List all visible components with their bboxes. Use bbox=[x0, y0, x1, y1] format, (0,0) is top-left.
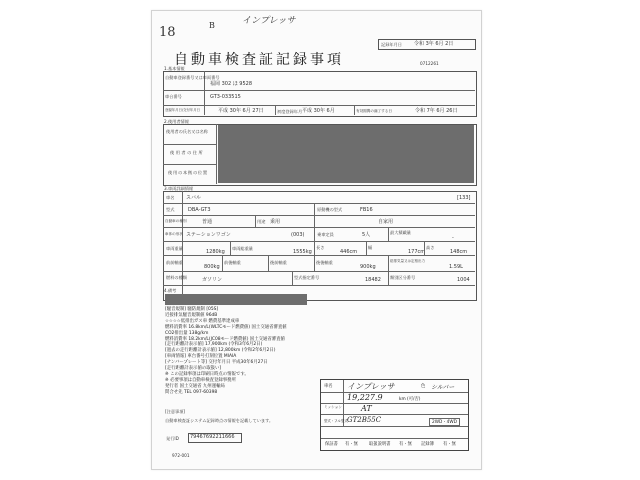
expiry-label: 有効期間の満了する日 bbox=[356, 109, 392, 113]
note-line: [走行距離計表示値] 17,900km (令和3年6月2日) bbox=[165, 342, 263, 348]
rr-axle-label: 後後軸重 bbox=[316, 260, 333, 265]
maker-value: スバル bbox=[186, 195, 202, 201]
caution-text: 自動車検査証システム記録時点の情報を記載しています。 bbox=[165, 418, 274, 423]
stamp-model-label: 型式・フル型式 bbox=[324, 419, 348, 423]
note-line: 燃料消費率 18.2km/L(JC08モード燃費値) 国土交通省審査値 bbox=[165, 336, 285, 342]
note-line: ※ 必要事項は自動車検査登録事務所 bbox=[165, 377, 236, 383]
height-value: 148cm bbox=[450, 249, 468, 255]
stamp-color-label: 色 bbox=[421, 384, 426, 389]
model-label: 型式 bbox=[166, 207, 175, 212]
weight-label: 車両重量 bbox=[166, 246, 183, 251]
plate-value: 福岡 302 ほ 9528 bbox=[210, 81, 253, 87]
length-value: 446cm bbox=[340, 249, 358, 255]
vin-label: 車台番号 bbox=[165, 94, 182, 99]
reg-date-label: 登録年月日/交付年月日 bbox=[165, 108, 201, 112]
load-value: - bbox=[452, 235, 454, 241]
doc-number: 0712261 bbox=[420, 61, 439, 66]
gross-label: 車両総重量 bbox=[232, 246, 253, 251]
stamp-warranty-value: 有・無 bbox=[345, 442, 358, 447]
type-num-label: 型式指定番号 bbox=[294, 275, 320, 280]
ff-axle-value: 800kg bbox=[204, 264, 220, 270]
load-label: 最大積載量 bbox=[390, 230, 411, 235]
notes-list bbox=[165, 307, 287, 396]
kind-label: 自動車の種別 bbox=[165, 219, 187, 223]
base-location-label: 使用の本拠の位置 bbox=[168, 170, 208, 175]
note-line: ※ この記録事項は印刷日時点の情報です。 bbox=[165, 371, 249, 377]
expiry-value: 令和 7年 6月 26日 bbox=[415, 108, 458, 114]
notes-section-title: 4.備考 bbox=[164, 288, 177, 293]
engine-value: FB16 bbox=[360, 207, 373, 213]
rr-axle-value: 900kg bbox=[360, 264, 376, 270]
note-line: [騒音規制] 騒防規制 [05S] bbox=[165, 307, 219, 312]
stamp-warranty-label: 保証書 bbox=[325, 442, 338, 447]
note-line: [走行距離計表示値の取扱い] bbox=[165, 366, 222, 372]
kind-value: 普通 bbox=[202, 219, 213, 225]
type-num-value: 18482 bbox=[365, 277, 381, 283]
class-num-value: 1004 bbox=[457, 277, 470, 283]
model-value: DBA-GT3 bbox=[188, 207, 211, 213]
stamp-mission-label: ミッション bbox=[324, 405, 342, 409]
body-label: 車体の形状 bbox=[165, 232, 183, 236]
first-reg-value: 平成 30年 6月 bbox=[302, 108, 335, 114]
stamp-record-label: 記録簿 bbox=[421, 442, 434, 447]
caution-label: [注意事項] bbox=[165, 409, 186, 414]
handwritten-car-name: インプレッサ bbox=[242, 16, 296, 26]
plate-label: 自動車登録番号又は車両番号 bbox=[165, 75, 220, 80]
gross-value: 1555kg bbox=[293, 249, 312, 255]
displacement-value: 1.59L bbox=[449, 264, 463, 270]
handwritten-number: 18 bbox=[159, 25, 176, 40]
use-label: 用途 bbox=[257, 219, 266, 224]
stamp-model-value: GT2B55C bbox=[347, 416, 382, 424]
document-title: 自動車検査証記録事項 bbox=[174, 52, 344, 68]
stamp-manual-label: 取扱説明書 bbox=[369, 442, 391, 447]
basic-section-title: 1.基本情報 bbox=[164, 66, 185, 71]
redacted-user-info bbox=[218, 125, 474, 183]
handwritten-letter: B bbox=[209, 21, 215, 30]
body-code: (003) bbox=[291, 232, 305, 238]
dealer-stamp-card bbox=[320, 379, 469, 451]
stamp-name-value: インプレッサ bbox=[347, 382, 395, 391]
issue-id-value: 79467692211666 bbox=[190, 434, 235, 440]
maker-code: [133] bbox=[457, 195, 471, 201]
note-line: [過去の走行距離計表示値] 12,800km (令和2年6月2日) bbox=[165, 348, 276, 354]
user-name-label: 使用者の氏名又は名称 bbox=[166, 129, 208, 134]
class-num-label: 類別区分番号 bbox=[390, 275, 416, 280]
ff-axle-label: 前前軸重 bbox=[166, 260, 183, 265]
record-date-value: 令和 3年 6月 2日 bbox=[414, 41, 454, 47]
engine-label: 原動機の型式 bbox=[317, 207, 343, 212]
stamp-drive-label: 2WD・4WD bbox=[429, 418, 460, 426]
vin-value: GT3-033515 bbox=[210, 94, 241, 100]
maker-label: 車名 bbox=[166, 195, 175, 200]
stamp-km-label: km (可/否) bbox=[399, 397, 421, 402]
user-address-label: 使用者の住所 bbox=[170, 150, 205, 155]
record-date-label: 記録年月日 bbox=[381, 42, 402, 47]
reg-date-value: 平成 30年 6月 27日 bbox=[218, 108, 264, 114]
weight-value: 1280kg bbox=[206, 249, 225, 255]
inspection-certificate-sheet bbox=[151, 10, 482, 470]
form-code: 972-001 bbox=[172, 453, 190, 458]
note-line: [車両情報] 車台番号打刻位置 MIAIA bbox=[165, 354, 237, 360]
first-reg-label: 初度登録年月 bbox=[277, 109, 303, 114]
note-line: CO2排出量 138g/km bbox=[165, 330, 209, 336]
note-line: ☆☆☆☆低排出ガス車 燃費基準達成車 bbox=[165, 318, 240, 324]
vehicle-section-title: 3.車両詳細情報 bbox=[164, 186, 194, 191]
displacement-label: 総排気量又は定格出力 bbox=[390, 259, 425, 263]
rf-axle-label: 後前軸重 bbox=[270, 260, 287, 265]
capacity-label: 乗車定員 bbox=[317, 232, 334, 237]
stamp-record-value: 有・無 bbox=[443, 442, 456, 447]
stamp-mission-value: AT bbox=[361, 404, 372, 413]
stamp-km-value: 19,227.9 bbox=[347, 393, 383, 402]
body-value: ステーションワゴン bbox=[186, 232, 231, 238]
note-line: 発行者 国土交通省 九州運輸局 bbox=[165, 383, 225, 389]
note-line: 問合せ先 TEL 097-60398 bbox=[165, 389, 218, 395]
user-section-title: 2.使用者情報 bbox=[164, 119, 189, 124]
issue-id-label: 発行ID bbox=[166, 436, 179, 441]
note-line: [ナンバープレート等] 交付年月日 平成30年6月27日 bbox=[165, 360, 268, 366]
length-label: 長さ bbox=[316, 245, 325, 250]
fuel-label: 燃料の種類 bbox=[166, 275, 187, 280]
stamp-color-value: シルバー bbox=[431, 384, 455, 391]
width-value: 177cm bbox=[408, 249, 426, 255]
height-label: 高さ bbox=[426, 245, 435, 250]
note-line: 近接排気騒音規制値 96dB bbox=[165, 312, 218, 318]
capacity-value: 5人 bbox=[362, 232, 371, 238]
fr-axle-label: 前後軸重 bbox=[224, 260, 241, 265]
note-line: 燃料消費率 16.8km/L(WLTCモード燃費値) 国土交通省審査値 bbox=[165, 324, 287, 330]
purpose-value: 自家用 bbox=[378, 219, 394, 225]
fuel-value: ガソリン bbox=[202, 277, 223, 283]
use-value: 乗用 bbox=[270, 219, 281, 225]
width-label: 幅 bbox=[368, 245, 373, 250]
redacted-note-line bbox=[165, 294, 307, 305]
stamp-manual-value: 有・無 bbox=[399, 442, 412, 447]
stamp-name-label: 車名 bbox=[324, 384, 333, 389]
